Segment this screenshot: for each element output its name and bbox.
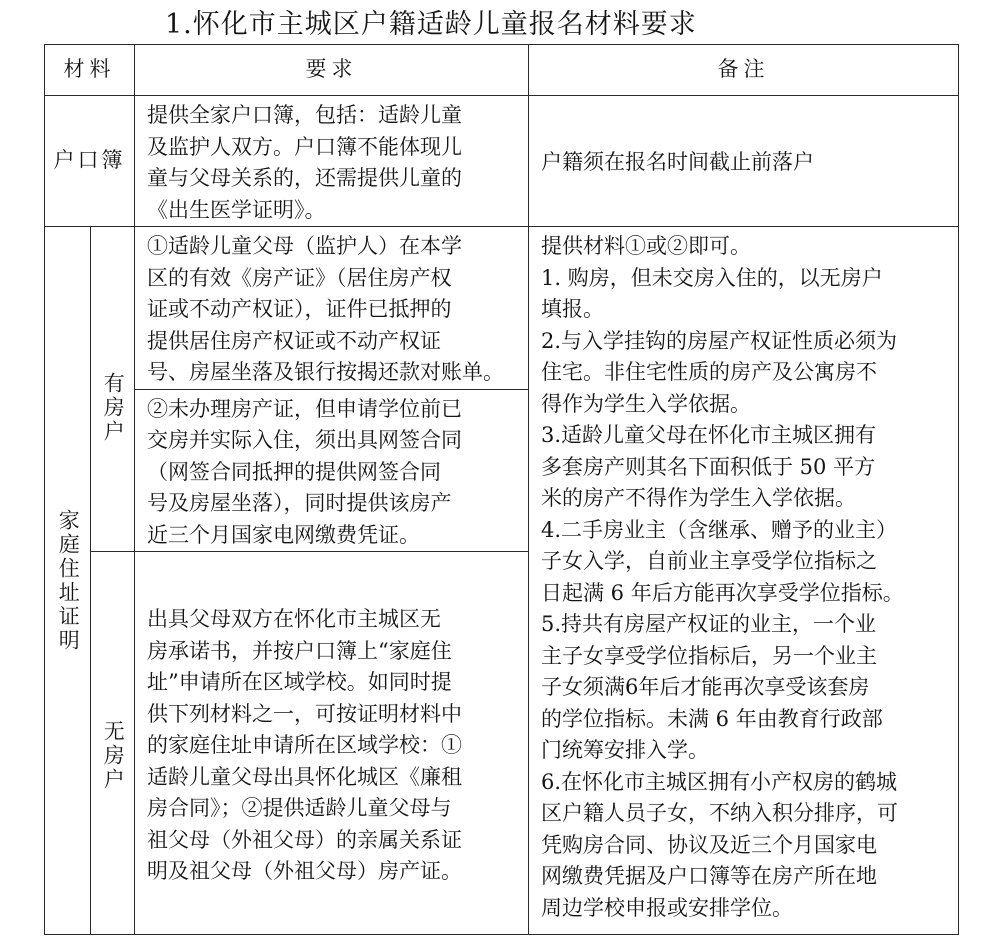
text-line: 及监护人双方。户口簿不能体现儿: [147, 134, 462, 159]
address-material: 家庭住址证明: [56, 508, 81, 653]
text-line: 日起满 6 年后方能再次享受学位指标。: [541, 580, 904, 605]
text-line: 得作为学生入学依据。: [541, 391, 751, 416]
text-line: 号及房屋坐落），同时提供该房产: [147, 491, 452, 515]
text-line: ②未办理房产证，但申请学位前已: [147, 396, 462, 421]
text-line: 1. 购房，但未交房入住的，以无房户: [541, 265, 883, 290]
text-line: 明及祖父母（外祖父母）房产证。: [147, 859, 462, 883]
text-line: 子女须满6年后才能再次享受该套房: [541, 675, 870, 699]
text-line: 适龄儿童父母出具怀化城区《廉租: [147, 764, 462, 789]
with-house-label: 有房户: [101, 372, 126, 444]
text-line: 5.持共有房屋产权证的业主，一个业: [541, 612, 877, 636]
text-line: 网缴费凭据及户口簿等在房产所在地: [541, 864, 877, 888]
text-line: 祖父母（外祖父母）的亲属关系证: [147, 827, 462, 852]
text-line: 周边学校申报或安排学位。: [541, 895, 793, 920]
text-line: 房合同》；②提供适龄儿童父母与: [147, 796, 452, 820]
text-line: 3.适龄儿童父母在怀化市主城区拥有: [541, 423, 877, 447]
text-line: 住宅。非住宅性质的房产及公寓房不: [541, 360, 877, 384]
text-line: 子女入学，自前业主享受学位指标之: [541, 549, 877, 573]
without-house-label: 无房户: [101, 720, 126, 792]
text-line: 提供全家户口簿，包括：适龄儿童: [147, 103, 462, 127]
text-line: 供下列材料之一，可按证明材料中: [147, 701, 462, 726]
text-line: 出具父母双方在怀化市主城区无: [147, 607, 441, 631]
text-line: 童与父母关系的，还需提供儿童的: [147, 166, 462, 190]
header-row: [45, 45, 959, 96]
text-line: 的家庭住址申请所在区域学校：①: [147, 733, 462, 757]
text-line: 提供居住房产权证或不动产权证: [147, 328, 441, 353]
text-line: 2.与入学挂钩的房屋产权证性质必须为: [541, 328, 898, 353]
table-row-with-house-1: [45, 227, 959, 390]
page-title: 1.怀化市主城区户籍适龄儿童报名材料要求: [165, 9, 697, 40]
with-house-cell: [91, 227, 135, 552]
hukou-remark: 户籍须在报名时间截止前落户: [529, 96, 959, 227]
text-line: 填报。: [541, 297, 604, 321]
text-line: 6.在怀化市主城区拥有小产权房的鹤城: [541, 769, 898, 794]
without-house-requirement: [135, 552, 529, 935]
text-line: 4.二手房业主（含继承、赠予的业主）: [541, 517, 898, 542]
header-requirement: 要求: [135, 45, 529, 96]
text-line: 近三个月国家电网缴费凭证。: [147, 522, 420, 547]
without-house-cell: [91, 552, 135, 935]
text-line: 凭购房合同、协议及近三个月国家电: [541, 832, 877, 857]
hukou-material: 户口簿: [45, 96, 135, 227]
header-remark: 备注: [529, 45, 959, 96]
text-line: 提供材料①或②即可。: [541, 234, 751, 258]
header-material: 材料: [45, 45, 135, 96]
text-line: 证或不动产权证），证件已抵押的: [147, 297, 452, 321]
text-line: 号、房屋坐落及银行按揭还款对账单。: [147, 360, 504, 384]
text-line: 主子女享受学位指标后，另一个业主: [541, 643, 877, 668]
address-remark: [529, 227, 959, 935]
text-line: 址”申请所在区域学校。如同时提: [147, 670, 452, 694]
address-material-cell: [45, 227, 91, 935]
text-line: ①适龄儿童父母（监护人）在本学: [147, 234, 462, 258]
text-line: 交房并实际入住，须出具网签合同: [147, 428, 462, 452]
text-line: 门统筹安排入学。: [541, 738, 709, 762]
text-line: （网签合同抵押的提供网签合同: [147, 459, 441, 484]
table-row-hukou: [45, 96, 959, 227]
text-line: 《出生医学证明》。: [147, 197, 326, 222]
text-line: 区的有效《房产证》（居住房产权: [147, 265, 452, 290]
text-line: 的学位指标。未满 6 年由教育行政部: [541, 706, 883, 731]
hukou-requirement: [135, 96, 529, 227]
text-line: 多套房产则其名下面积低于 50 平方: [541, 454, 876, 479]
requirements-table: [44, 44, 959, 935]
with-house-option-1: [135, 227, 529, 390]
text-line: 区户籍人员子女，不纳入积分排序，可: [541, 801, 898, 825]
text-line: 米的房产不得作为学生入学依据。: [541, 486, 856, 510]
with-house-option-2: [135, 389, 529, 552]
text-line: 房承诺书，并按户口簿上“家庭住: [147, 638, 452, 663]
